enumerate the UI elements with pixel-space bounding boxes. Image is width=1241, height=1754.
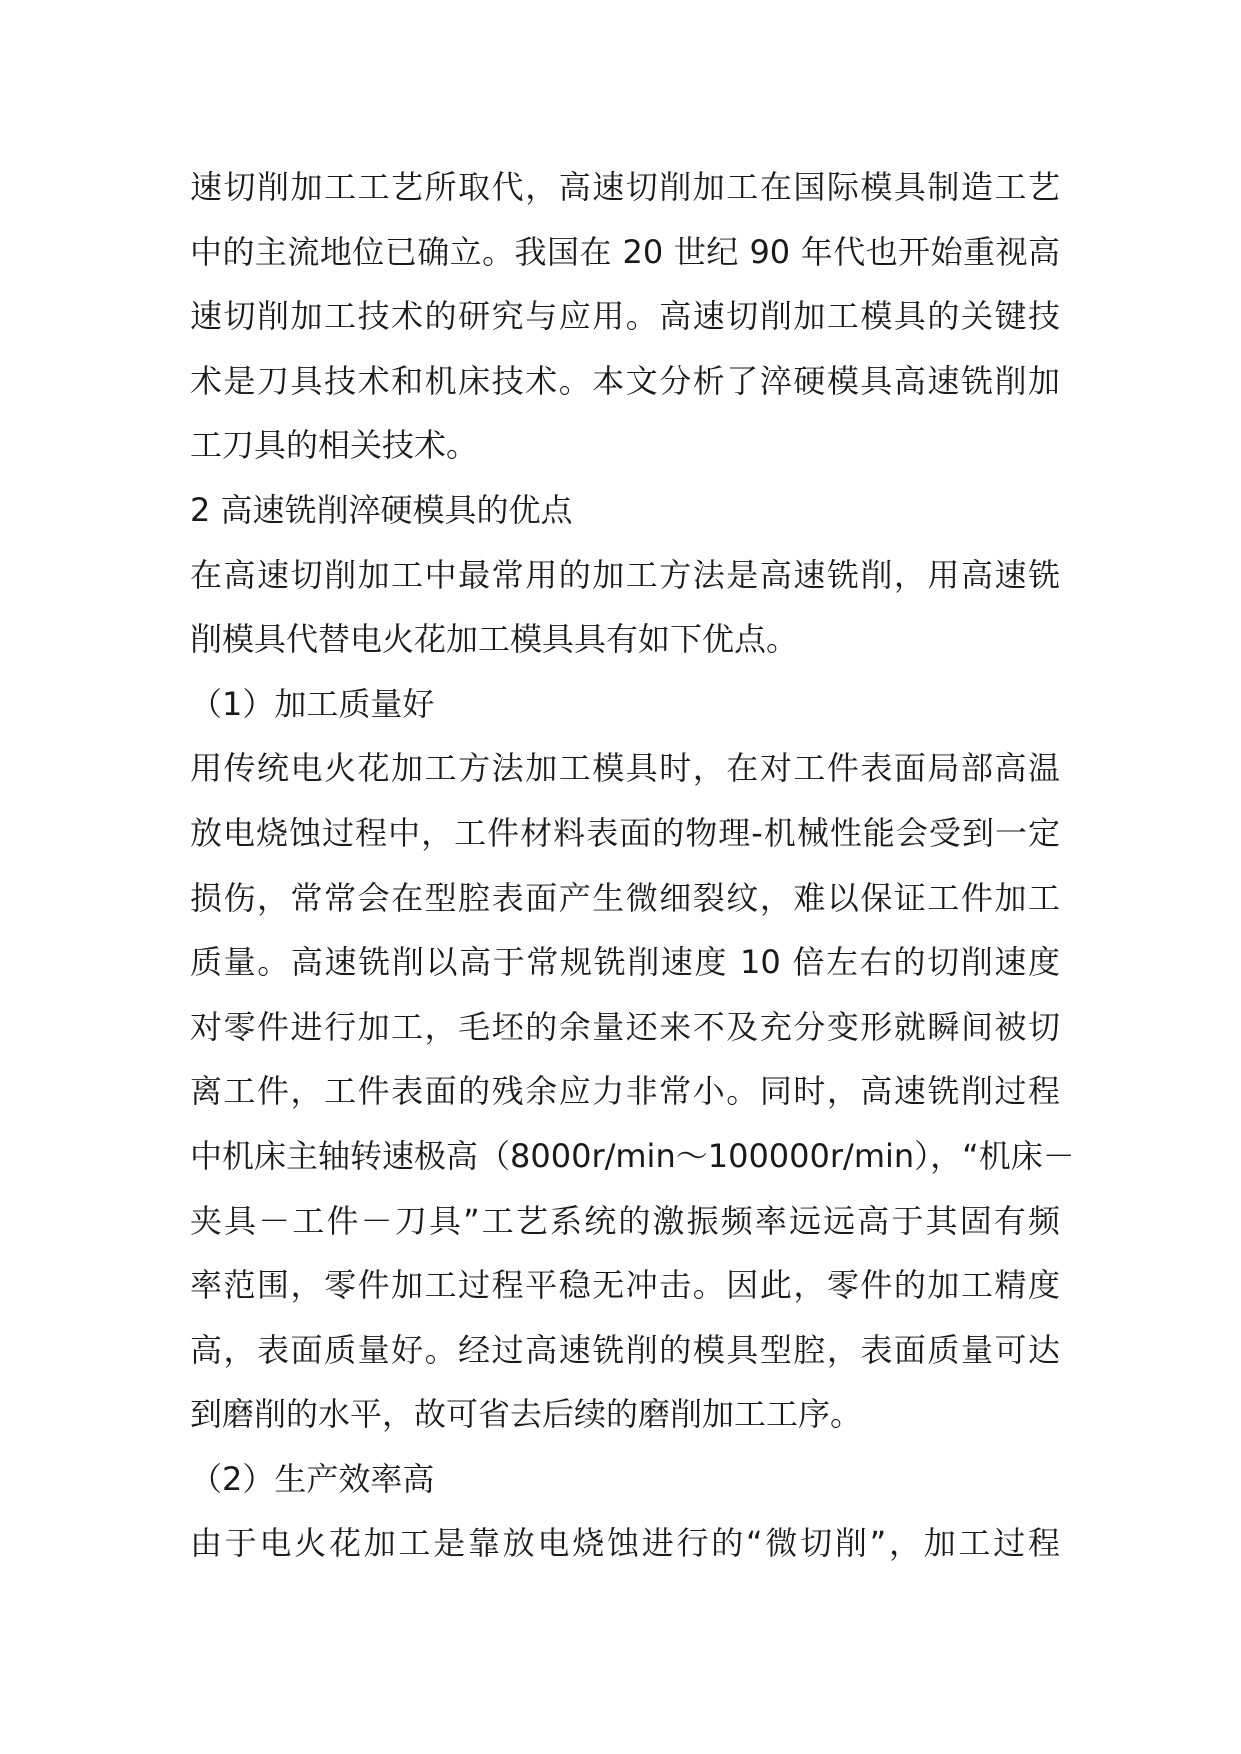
text-line: 速切削加工技术的研究与应用。高速切削加工模具的关键技 [190, 297, 1060, 336]
text-line: 工刀具的相关技术。 [190, 426, 479, 465]
text-line: 率范围，零件加工过程平稳无冲击。因此，零件的加工精度 [190, 1266, 1060, 1305]
text-line: 夹具－工件－刀具”工艺系统的激振频率远远高于其固有频 [190, 1201, 1060, 1240]
text-line: 到磨削的水平，故可省去后续的磨削加工工序。 [190, 1395, 863, 1434]
text-line: 对零件进行加工，毛坯的余量还来不及充分变形就瞬间被切 [190, 1007, 1060, 1046]
text-line: 离工件，工件表面的残余应力非常小。同时，高速铣削过程 [190, 1072, 1060, 1111]
text-line: 高，表面质量好。经过高速铣削的模具型腔，表面质量可达 [190, 1330, 1060, 1369]
text-line: 削模具代替电火花加工模具具有如下优点。 [190, 620, 799, 659]
text-line: 在高速切削加工中最常用的加工方法是高速铣削，用高速铣 [190, 555, 1060, 594]
section-heading: 2 高速铣削淬硬模具的优点 [190, 490, 573, 529]
text-line: 中机床主轴转速极高（8000r/min～100000r/min），“机床－ [190, 1136, 1075, 1175]
text-line: 由于电火花加工是靠放电烧蚀进行的“微切削”，加工过程 [190, 1524, 1060, 1563]
body-text [190, 155, 1075, 1576]
subsection-heading: （1）加工质量好 [190, 684, 435, 723]
text-line: 质量。高速铣削以高于常规铣削速度 10 倍左右的切削速度 [190, 943, 1060, 982]
text-line: 术是刀具技术和机床技术。本文分析了淬硬模具高速铣削加 [190, 361, 1060, 400]
text-line: 用传统电火花加工方法加工模具时，在对工件表面局部高温 [190, 749, 1060, 788]
text-line: 中的主流地位已确立。我国在 20 世纪 90 年代也开始重视高 [190, 232, 1060, 271]
subsection-heading: （2）生产效率高 [190, 1459, 435, 1498]
text-line: 损伤，常常会在型腔表面产生微细裂纹，难以保证工件加工 [190, 878, 1060, 917]
text-line: 速切削加工工艺所取代，高速切削加工在国际模具制造工艺 [190, 168, 1060, 206]
text-line: 放电烧蚀过程中，工件材料表面的物理-机械性能会受到一定 [190, 813, 1060, 852]
